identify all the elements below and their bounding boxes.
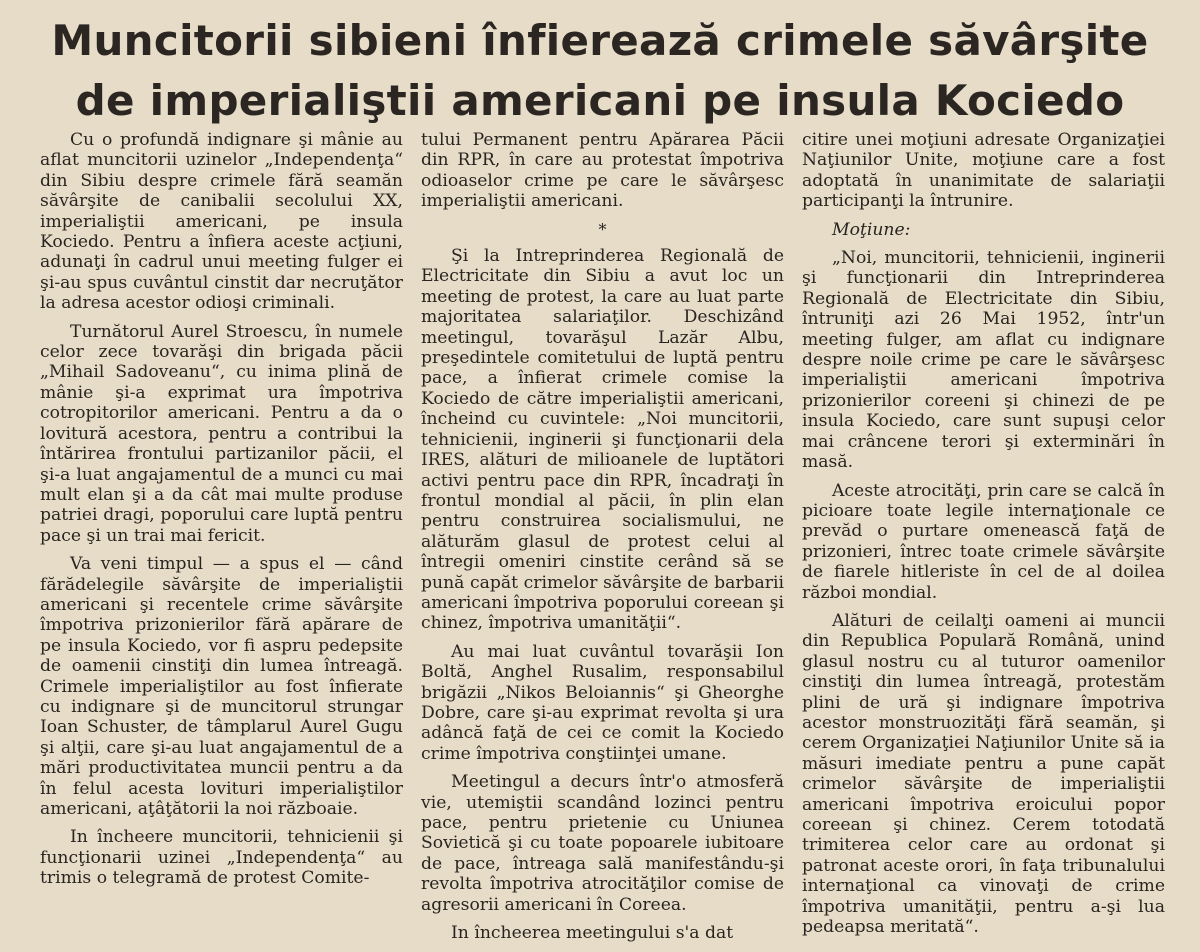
motion-label: Moţiune: [832, 219, 911, 240]
column-2 [421, 130, 784, 952]
section-separator: * [598, 219, 607, 239]
paragraph: „Noi, muncitorii, tehnicienii, inginerii şi funcţionarii din Intreprinderea Regională de Electricitate din Sibiu, întruniţi azi 26 Mai 1952, într'un meeting fulger, am aflat cu indignare despre noile crime pe care le săvârşesc imperialiştii americani împotriva prizonierilor coreeni şi chinezi de pe insula Kociedo, care sunt supuşi celor mai crâncene terori şi exterminări în masă. [802, 248, 1165, 473]
paragraph: Au mai luat cuvântul tovarăşii Ion Boltă, Anghel Rusalim, responsabilul brigăzii „Nikos Beloiannis“ şi Gheorghe Dobre, care şi-au exprimat revolta şi ura adâncă faţă de cei ce comit la Kociedo crime împotriva conştiinţei umane. [421, 641, 784, 764]
paragraph: In încheere muncitorii, tehnicienii şi funcţionarii uzinei „Independenţa“ au trimis o telegramă de protest Comite- [40, 827, 403, 889]
column-3 [802, 130, 1165, 952]
article-columns [40, 130, 1200, 952]
paragraph: Alături de ceilalţi oameni ai muncii din Republica Populară Română, unind glasul nostru cu al tuturor oamenilor cinstiţi din lumea întreagă, protestăm plini de ură şi indignare împotriva acestor monstruozităţi fără seamăn, şi cerem Organizaţiei Naţiunilor Unite să ia măsuri imediate pentru a pune capăt crimelor săvârşite de imperialiştii americani împotriva eroicului popor coreean şi chinez. Cerem totodată trimiterea celor care au ordonat şi patronat aceste orori, în faţa tribunalului internaţional ca vinovaţi de crime împotriva umanităţii, pentru a-şi lua pedeapsa meritată“. [802, 610, 1165, 938]
column-1 [40, 130, 403, 952]
paragraph: In încheerea meetingului s'a dat [451, 923, 734, 944]
paragraph: Meetingul a decurs într'o atmosferă vie, utemiştii scandând lozinci pentru pace, pentru prietenie cu Uniunea Sovietică şi cu toate popoarele iubitoare de pace, întreaga sală manifestându-şi revolta împotriva atrocităţilor comise de agresorii americani în Coreea. [421, 772, 784, 915]
paragraph: Şi la Intreprinderea Regională de Electricitate din Sibiu a avut loc un meeting de protest, la care au luat parte majoritatea salariaţilor. Deschizând meetingul, tovarăşul Lazăr Albu, preşedintele comitetului de luptă pentru pace, a înfierat crimele comise la Kociedo de către imperialiştii americani, încheind cu cuvintele: „Noi muncitorii, tehnicienii, inginerii şi funcţionarii dela IRES, alături de milioanele de luptători activi pentru pace din RPR, încadraţi în frontul mondial al păcii, în plin elan pentru construirea socialismului, ne alăturăm glasul de protest celui al întregii omeniri cinstite cerând să se pună capăt crimelor săvârşite de barbarii americani împotriva poporului coreean şi chinez, împotriva umanităţii“. [421, 246, 784, 634]
paragraph: Turnătorul Aurel Stroescu, în numele celor zece tovarăşi din brigada păcii „Mihail Sadoveanu“, cu inima plină de mânie şi-a exprimat ura împotriva cotropitorilor americani. Pentru a da o lovitură acestora, pentru a contribui la întărirea frontului partizanilor păcii, el şi-a luat angajamentul de a munci cu mai mult elan şi a da cât mai multe produse patriei dragi, poporului care luptă pentru pace şi un trai mai fericit. [40, 321, 403, 546]
paragraph-continuation: citire unei moţiuni adresate Organizaţiei Naţiunilor Unite, moţiune care a fost adoptată în unanimitate de salariaţii participanţi la întrunire. [802, 130, 1165, 212]
paragraph: Cu o profundă indignare şi mânie au aflat muncitorii uzinelor „Independenţa“ din Sibiu despre crimele fără seamăn săvârşite de canibalii secolului XX, imperialiştii americani, pe insula Kociedo. Pentru a înfiera aceste acţiuni, adunaţi în cadrul unui meeting fulger ei şi-au spus cuvântul cinstit dar necruţător la adresa acestor odioşi criminali. [40, 130, 403, 314]
paragraph-continuation: tului Permanent pentru Apărarea Păcii din RPR, în care au protestat împotriva odioaselor crime pe care le săvârşesc imperialiştii americani. [421, 130, 784, 212]
headline-line-1: Muncitorii sibieni înfierează crimele săvârşite [51, 16, 1149, 65]
headline-line-2: de imperialiştii americani pe insula Kociedo [75, 76, 1125, 125]
paragraph: Aceste atrocităţi, prin care se calcă în picioare toate legile internaţionale ce prevăd o purtare omenească faţă de prizonieri, întrec toate crimele săvârşite de fiarele hitleriste în cel de al doilea război mondial. [802, 480, 1165, 603]
paragraph: Va veni timpul — a spus el — când fărădelegile săvârşite de imperialiştii americani şi recentele crime săvârşite împotriva prizonierilor fără apărare de pe insula Kociedo, vor fi aspru pedepsite de oamenii cinstiţi din lumea întreagă. Crimele imperialiştilor au fost înfierate cu indignare şi de muncitorul strungar Ioan Schuster, de tâmplarul Aurel Gugu şi alţii, care şi-au luat angajamentul de a mări productivitatea muncii pentru a da în felul acesta lovituri imperialiştilor americani, aţâţătorii la noi războaie. [40, 554, 403, 819]
